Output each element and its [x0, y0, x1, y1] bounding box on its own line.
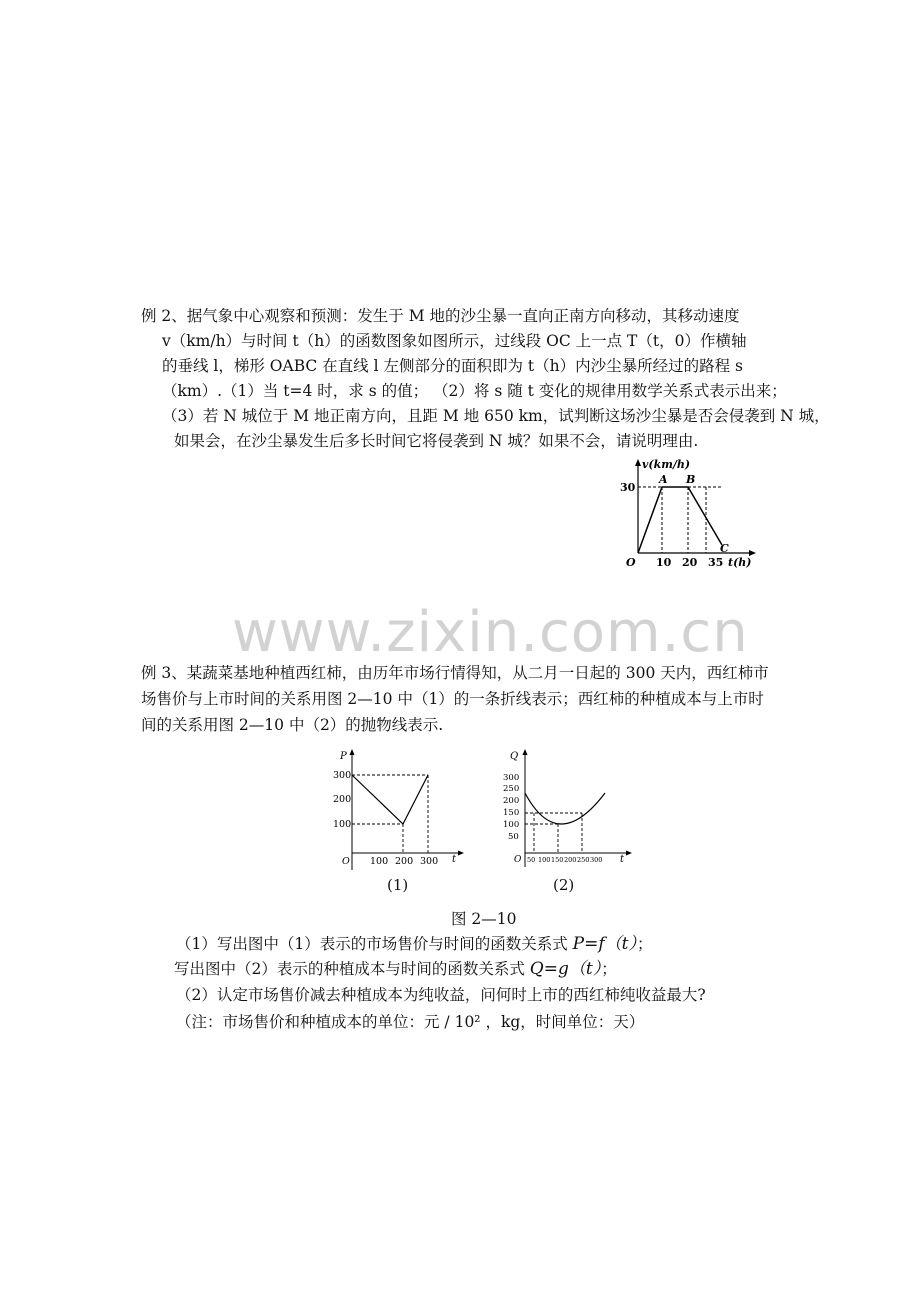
fig1-xtick-200: 200 — [395, 856, 414, 867]
fig1-caption: (1) — [387, 876, 409, 894]
graph-origin: O — [626, 556, 636, 569]
question-1b-end: ； — [601, 960, 617, 978]
fig2-origin: O — [514, 855, 522, 865]
figure-caption: 图 2—10 — [451, 910, 517, 928]
fig2-caption: (2) — [553, 876, 575, 894]
question-1a-end: ； — [636, 935, 653, 953]
fig2-ytick-150: 150 — [503, 808, 520, 818]
question-1a-text: （1）写出图中（1）表示的市场售价与时间的函数关系式 — [176, 935, 573, 953]
ex2-line-3: 的垂线 l，梯形 OABC 在直线 l 左侧部分的面积即为 t（h）内沙尘暴所经过的路程 s — [162, 357, 744, 375]
question-1b-text: 写出图中（2）表示的种植成本与时间的函数关系式 — [174, 960, 530, 978]
function-q: Q=g（t） — [529, 959, 602, 979]
ex2-line-2: v（km/h）与时间 t（h）的函数图象如图所示，过线段 OC 上一点 T（t，0）作横轴 — [162, 332, 747, 350]
fig1-xtick-100: 100 — [370, 856, 389, 867]
question-1a — [176, 933, 652, 955]
fig2-xtick-200: 200 — [564, 856, 577, 864]
ex2-line-6: 如果会，在沙尘暴发生后多长时间它将侵袭到 N 城？如果不会，请说明理由. — [174, 432, 699, 450]
fig1-ytick-300: 300 — [333, 770, 352, 781]
function-p: P=f（t） — [572, 934, 637, 954]
fig2-xtick-300: 300 — [590, 856, 603, 864]
ex3-line-3: 间的关系用图 2—10 中（2）的抛物线表示. — [141, 716, 444, 734]
graph-xlabel: t(h) — [728, 556, 752, 569]
velocity-time-graph — [610, 455, 760, 575]
point-b-label: B — [686, 473, 696, 486]
watermark: www.zixin.com.cn — [232, 600, 749, 665]
question-2: （2）认定市场售价减去种植成本为纯收益，问何时上市的西红柿纯收益最大? — [176, 986, 706, 1004]
graph-ytick-30: 30 — [620, 481, 636, 494]
cost-time-graph — [500, 745, 635, 870]
point-c-label: C — [720, 542, 729, 555]
fig2-ylabel: Q — [510, 751, 519, 762]
graph-xtick-20: 20 — [682, 556, 698, 569]
point-a-label: A — [659, 473, 668, 486]
fig2-xtick-150: 150 — [551, 856, 564, 864]
fig1-ylabel: P — [340, 751, 347, 762]
ex2-line-4: （km）.（1）当 t=4 时，求 s 的值； （2）将 s 随 t 变化的规律用数学关系式表示出来； — [162, 382, 787, 400]
fig2-ytick-250: 250 — [503, 784, 520, 794]
fig1-xtick-300: 300 — [420, 856, 439, 867]
ex3-line-2: 场售价与上市时间的关系用图 2—10 中（1）的一条折线表示；西红柿的种植成本与上市时 — [141, 690, 764, 708]
ex2-line-1: 例 2、据气象中心观察和预测：发生于 M 地的沙尘暴一直向正南方向移动，其移动速度 — [141, 307, 740, 325]
graph-ylabel: v(km/h) — [642, 458, 691, 471]
unit-note: （注：市场售价和种植成本的单位：元 / 10² ，kg，时间单位：天） — [176, 1013, 645, 1031]
question-1b — [174, 958, 617, 980]
fig1-xlabel: t — [452, 854, 457, 865]
ex2-line-5: （3）若 N 城位于 M 地正南方向，且距 M 地 650 km，试判断这场沙尘暴是否会侵袭到 N 城， — [162, 407, 830, 425]
fig1-origin: O — [342, 856, 350, 867]
price-time-graph — [330, 745, 465, 870]
graph-xtick-35: 35 — [708, 556, 724, 569]
fig2-ytick-50: 50 — [508, 832, 519, 842]
fig2-xtick-250: 250 — [577, 856, 590, 864]
fig2-xtick-100: 100 — [538, 856, 551, 864]
fig2-xlabel: t — [620, 854, 625, 865]
fig2-ytick-300: 300 — [503, 773, 520, 783]
fig2-xtick-50: 50 — [527, 856, 536, 864]
fig1-ytick-100: 100 — [333, 819, 352, 830]
fig1-ytick-200: 200 — [333, 794, 352, 805]
fig2-ytick-100: 100 — [503, 820, 520, 830]
fig2-ytick-200: 200 — [503, 796, 520, 806]
ex3-line-1: 例 3、某蔬菜基地种植西红柿，由历年市场行情得知，从二月一日起的 300 天内，西红柿市 — [141, 664, 769, 682]
graph-xtick-10: 10 — [656, 556, 672, 569]
